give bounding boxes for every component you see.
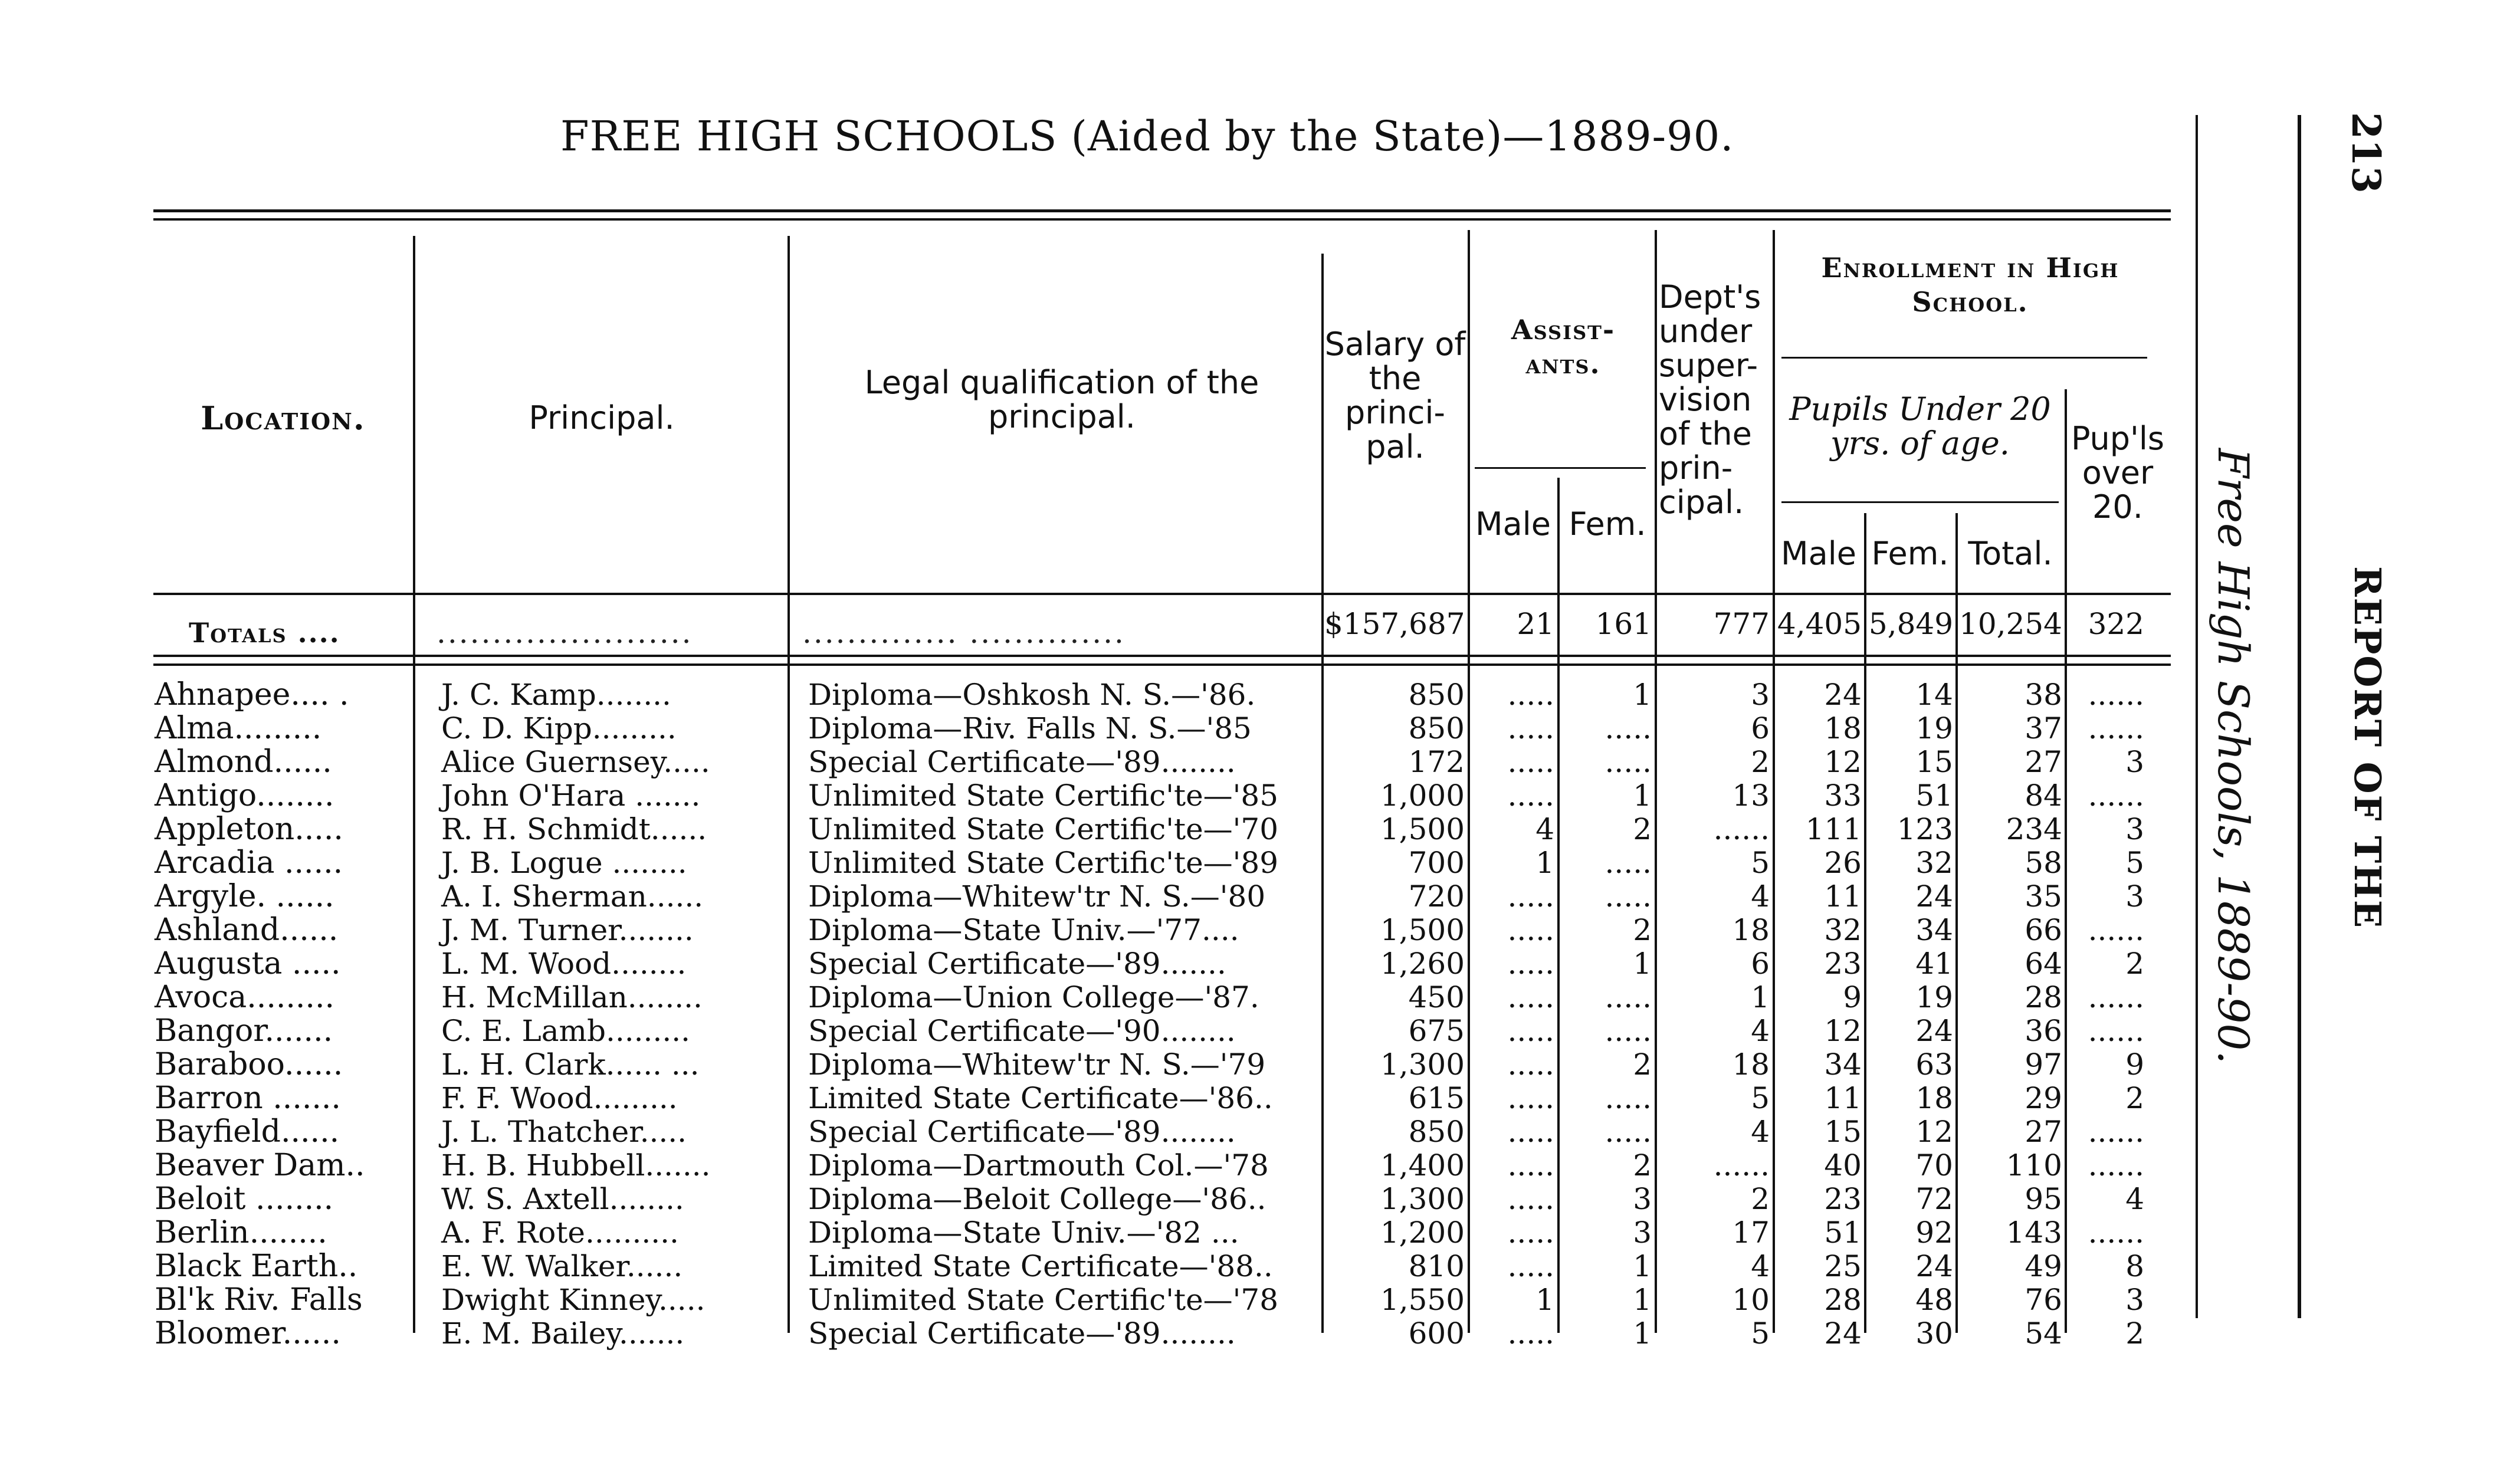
cell-total: 37 [2024, 711, 2062, 745]
cell-fem: 41 [1915, 947, 1953, 981]
top-rule-2 [153, 218, 2171, 221]
cell-principal: J. C. Kamp........ [441, 678, 671, 712]
totals-assist-fem: 161 [1595, 607, 1652, 641]
cell-assist-male: ..... [1507, 779, 1554, 813]
cell-over20: 3 [2125, 745, 2144, 779]
cell-total: 76 [2024, 1283, 2062, 1317]
cell-total: 95 [2024, 1182, 2062, 1216]
cell-fem: 34 [1915, 913, 1953, 947]
cell-depts: 2 [1751, 1182, 1770, 1216]
cell-assist-fem: ..... [1604, 1081, 1652, 1115]
cell-location: Bayfield...... [155, 1114, 340, 1149]
cell-qualification: Diploma—Beloit College—'86.. [808, 1182, 1266, 1216]
cell-over20: 2 [2125, 1316, 2144, 1351]
cell-assist-fem: ..... [1604, 1014, 1652, 1048]
cell-over20: 3 [2125, 879, 2144, 914]
cell-assist-male: ..... [1507, 879, 1554, 914]
cell-assist-male: ..... [1507, 1081, 1554, 1115]
right-border-line [2196, 115, 2198, 1318]
cell-over20: 2 [2125, 947, 2144, 981]
cell-depts: 3 [1751, 678, 1770, 712]
cell-location: Almond...... [155, 744, 332, 780]
cell-fem: 15 [1915, 745, 1953, 779]
cell-over20: 2 [2125, 1081, 2144, 1115]
cell-male: 11 [1824, 879, 1862, 914]
cell-total: 234 [2006, 812, 2062, 846]
cell-salary: 450 [1408, 980, 1465, 1014]
totals-label: Totals .... [189, 617, 340, 649]
cell-principal: C. E. Lamb......... [441, 1014, 691, 1048]
cell-location: Argyle. ...... [155, 879, 334, 914]
cell-principal: R. H. Schmidt...... [441, 812, 707, 846]
cell-assist-male: ..... [1507, 1014, 1554, 1048]
cell-male: 23 [1824, 1182, 1862, 1216]
cell-salary: 1,000 [1380, 779, 1465, 813]
cell-over20: ...... [2088, 711, 2144, 745]
cell-location: Antigo........ [155, 778, 334, 813]
cell-depts: 4 [1751, 1115, 1770, 1149]
cell-salary: 850 [1408, 1115, 1465, 1149]
header-assist-fem: Fem. [1569, 505, 1646, 543]
cell-male: 18 [1824, 711, 1862, 745]
col-line-1 [413, 236, 415, 1333]
totals-depts: 777 [1713, 607, 1770, 641]
cell-over20: ...... [2088, 678, 2144, 712]
cell-salary: 1,500 [1380, 913, 1465, 947]
cell-location: Barron ....... [155, 1080, 341, 1116]
cell-depts: 2 [1751, 745, 1770, 779]
cell-salary: 1,500 [1380, 812, 1465, 846]
cell-salary: 850 [1408, 711, 1465, 745]
cell-depts: 6 [1751, 711, 1770, 745]
cell-assist-fem: 1 [1633, 779, 1652, 813]
cell-salary: 810 [1408, 1249, 1465, 1283]
totals-over20: 322 [2088, 607, 2144, 641]
assistants-underline [1475, 467, 1646, 469]
cell-qualification: Diploma—Whitew'tr N. S.—'79 [808, 1047, 1266, 1082]
cell-depts: 1 [1751, 980, 1770, 1014]
cell-assist-male: 1 [1535, 1283, 1554, 1317]
col-line-2 [788, 236, 790, 1333]
cell-assist-fem: ..... [1604, 711, 1652, 745]
cell-principal: J. M. Turner........ [441, 913, 694, 947]
cell-depts: 4 [1751, 879, 1770, 914]
cell-qualification: Special Certificate—'89........ [808, 745, 1236, 779]
cell-location: Alma......... [155, 711, 322, 746]
cell-qualification: Diploma—Union College—'87. [808, 980, 1259, 1014]
cell-principal: C. D. Kipp......... [441, 711, 677, 745]
enrollment-underline [1781, 357, 2147, 359]
cell-principal: Dwight Kinney..... [441, 1283, 706, 1317]
cell-assist-fem: 1 [1633, 1316, 1652, 1351]
cell-qualification: Diploma—Whitew'tr N. S.—'80 [808, 879, 1266, 914]
cell-location: Appleton..... [155, 812, 343, 847]
cell-total: 97 [2024, 1047, 2062, 1082]
cell-assist-fem: 2 [1633, 913, 1652, 947]
cell-salary: 1,550 [1380, 1283, 1465, 1317]
header-location: Location. [201, 399, 366, 437]
cell-location: Berlin........ [155, 1215, 327, 1250]
cell-qualification: Diploma—Oshkosh N. S.—'86. [808, 678, 1256, 712]
cell-total: 64 [2024, 947, 2062, 981]
cell-fem: 92 [1915, 1216, 1953, 1250]
cell-salary: 1,300 [1380, 1047, 1465, 1082]
header-bottom-rule [153, 593, 2171, 595]
cell-male: 51 [1824, 1216, 1862, 1250]
cell-over20: ...... [2088, 1014, 2144, 1048]
cell-male: 23 [1824, 947, 1862, 981]
cell-over20: ...... [2088, 1216, 2144, 1250]
cell-depts: 5 [1751, 846, 1770, 880]
cell-assist-fem: 2 [1633, 812, 1652, 846]
cell-qualification: Special Certificate—'90........ [808, 1014, 1236, 1048]
cell-over20: 5 [2125, 846, 2144, 880]
cell-qualification: Diploma—State Univ.—'82 ... [808, 1216, 1239, 1250]
cell-over20: ...... [2088, 1148, 2144, 1182]
cell-salary: 850 [1408, 678, 1465, 712]
totals-male: 4,405 [1777, 607, 1862, 641]
cell-depts: 13 [1732, 779, 1770, 813]
cell-assist-fem: 1 [1633, 947, 1652, 981]
cell-assist-male: ..... [1507, 1249, 1554, 1283]
cell-over20: 3 [2125, 1283, 2144, 1317]
cell-qualification: Special Certificate—'89........ [808, 1316, 1236, 1351]
header-assistants: Assist- ants. [1511, 314, 1616, 380]
page-number: 213 [2343, 112, 2389, 193]
cell-assist-male: 4 [1535, 812, 1554, 846]
cell-salary: 1,400 [1380, 1148, 1465, 1182]
cell-total: 27 [2024, 745, 2062, 779]
cell-qualification: Unlimited State Certific'te—'89 [808, 846, 1279, 880]
totals-principal-dots: ....................... [437, 616, 693, 650]
cell-total: 28 [2024, 980, 2062, 1014]
cell-principal: F. F. Wood......... [441, 1081, 678, 1115]
cell-depts: 18 [1732, 913, 1770, 947]
under20-underline [1781, 501, 2059, 503]
cell-male: 34 [1824, 1047, 1862, 1082]
cell-location: Bloomer...... [155, 1316, 341, 1351]
cell-principal: Alice Guernsey..... [441, 745, 710, 779]
cell-location: Bl'k Riv. Falls [155, 1282, 363, 1318]
top-rule [153, 209, 2171, 212]
cell-qualification: Unlimited State Certific'te—'85 [808, 779, 1279, 813]
cell-principal: J. L. Thatcher..... [441, 1115, 687, 1149]
cell-total: 110 [2006, 1148, 2062, 1182]
running-head-middle: Free High Schools, 1889-90. [2209, 448, 2258, 1065]
col-line-3 [1321, 254, 1324, 1333]
cell-total: 36 [2024, 1014, 2062, 1048]
running-head-right: REPORT OF THE [2346, 566, 2389, 929]
col-line-10 [2065, 389, 2067, 1333]
cell-location: Avoca......... [155, 980, 335, 1015]
cell-depts: 18 [1732, 1047, 1770, 1082]
cell-assist-male: ..... [1507, 1047, 1554, 1082]
cell-male: 15 [1824, 1115, 1862, 1149]
cell-qualification: Limited State Certificate—'88.. [808, 1249, 1273, 1283]
header-enrollment: Enrollment in High School. [1821, 252, 2119, 318]
cell-qualification: Diploma—Dartmouth Col.—'78 [808, 1148, 1269, 1182]
cell-salary: 675 [1408, 1014, 1465, 1048]
cell-fem: 12 [1915, 1115, 1953, 1149]
cell-male: 9 [1843, 980, 1862, 1014]
cell-assist-fem: 1 [1633, 678, 1652, 712]
cell-qualification: Limited State Certificate—'86.. [808, 1081, 1273, 1115]
cell-assist-fem: 1 [1633, 1283, 1652, 1317]
cell-salary: 1,200 [1380, 1216, 1465, 1250]
cell-male: 24 [1824, 678, 1862, 712]
cell-fem: 18 [1915, 1081, 1953, 1115]
cell-over20: ...... [2088, 980, 2144, 1014]
cell-salary: 720 [1408, 879, 1465, 914]
header-en-fem: Fem. [1871, 535, 1949, 572]
cell-male: 24 [1824, 1316, 1862, 1351]
cell-principal: A. I. Sherman...... [441, 879, 704, 914]
cell-over20: ...... [2088, 913, 2144, 947]
cell-depts: 17 [1732, 1216, 1770, 1250]
cell-depts: 10 [1732, 1283, 1770, 1317]
cell-fem: 24 [1915, 879, 1953, 914]
cell-location: Arcadia ...... [155, 845, 343, 881]
cell-total: 35 [2024, 879, 2062, 914]
col-line-6 [1655, 230, 1657, 1333]
cell-total: 58 [2024, 846, 2062, 880]
cell-over20: 8 [2125, 1249, 2144, 1283]
cell-depts: 5 [1751, 1316, 1770, 1351]
totals-total: 10,254 [1959, 607, 2062, 641]
cell-assist-fem: ..... [1604, 846, 1652, 880]
cell-principal: L. H. Clark...... ... [441, 1047, 700, 1082]
header-assist-male: Male [1475, 505, 1551, 543]
cell-male: 26 [1824, 846, 1862, 880]
totals-assist-male: 21 [1517, 607, 1554, 641]
cell-male: 40 [1824, 1148, 1862, 1182]
totals-qual-dots: .............. .............. [802, 616, 1126, 650]
cell-assist-male: ..... [1507, 711, 1554, 745]
cell-total: 27 [2024, 1115, 2062, 1149]
cell-assist-male: ..... [1507, 947, 1554, 981]
cell-depts: 4 [1751, 1014, 1770, 1048]
cell-location: Bangor....... [155, 1013, 333, 1049]
header-qualification: Legal qualification of the principal. [864, 364, 1259, 435]
cell-total: 66 [2024, 913, 2062, 947]
cell-assist-fem: 1 [1633, 1249, 1652, 1283]
cell-assist-male: ..... [1507, 1148, 1554, 1182]
cell-male: 32 [1824, 913, 1862, 947]
cell-principal: A. F. Rote.......... [441, 1216, 679, 1250]
cell-fem: 48 [1915, 1283, 1953, 1317]
cell-salary: 1,260 [1380, 947, 1465, 981]
cell-over20: ...... [2088, 779, 2144, 813]
cell-fem: 72 [1915, 1182, 1953, 1216]
cell-qualification: Unlimited State Certific'te—'78 [808, 1283, 1279, 1317]
cell-assist-fem: ..... [1604, 980, 1652, 1014]
cell-location: Baraboo...... [155, 1047, 343, 1082]
col-line-4 [1468, 230, 1470, 1333]
cell-qualification: Unlimited State Certific'te—'70 [808, 812, 1279, 846]
totals-salary: $157,687 [1324, 607, 1465, 641]
cell-location: Augusta ..... [155, 946, 341, 981]
cell-fem: 19 [1915, 980, 1953, 1014]
cell-assist-male: ..... [1507, 913, 1554, 947]
cell-fem: 70 [1915, 1148, 1953, 1182]
header-salary: Salary of the princi- pal. [1324, 326, 1466, 465]
cell-assist-fem: 3 [1633, 1216, 1652, 1250]
header-en-male: Male [1781, 535, 1856, 572]
cell-qualification: Special Certificate—'89........ [808, 1115, 1236, 1149]
header-principal: Principal. [529, 399, 675, 436]
header-en-total: Total. [1968, 535, 2053, 572]
cell-qualification: Special Certificate—'89....... [808, 947, 1226, 981]
cell-location: Ahnapee.... . [155, 677, 349, 712]
cell-principal: E. M. Bailey....... [441, 1316, 685, 1351]
cell-fem: 30 [1915, 1316, 1953, 1351]
far-right-line [2298, 115, 2301, 1318]
cell-assist-male: ..... [1507, 1316, 1554, 1351]
cell-location: Beaver Dam.. [155, 1148, 365, 1183]
cell-over20: ...... [2088, 1115, 2144, 1149]
page-title: FREE HIGH SCHOOLS (Aided by the State)—1889-90. [560, 112, 1734, 160]
cell-assist-fem: 3 [1633, 1182, 1652, 1216]
cell-assist-fem: 2 [1633, 1148, 1652, 1182]
cell-principal: L. M. Wood........ [441, 947, 687, 981]
totals-bottom-rule [153, 655, 2171, 657]
cell-total: 38 [2024, 678, 2062, 712]
cell-salary: 1,300 [1380, 1182, 1465, 1216]
cell-male: 28 [1824, 1283, 1862, 1317]
cell-assist-fem: ..... [1604, 745, 1652, 779]
cell-salary: 600 [1408, 1316, 1465, 1351]
cell-location: Beloit ........ [155, 1181, 334, 1217]
cell-fem: 14 [1915, 678, 1953, 712]
cell-male: 12 [1824, 1014, 1862, 1048]
cell-principal: E. W. Walker...... [441, 1249, 683, 1283]
cell-location: Ashland...... [155, 912, 339, 948]
cell-over20: 3 [2125, 812, 2144, 846]
cell-principal: W. S. Axtell........ [441, 1182, 684, 1216]
header-over20: Pup'ls over 20. [2071, 420, 2165, 525]
cell-male: 11 [1824, 1081, 1862, 1115]
cell-assist-fem: ..... [1604, 879, 1652, 914]
cell-salary: 700 [1408, 846, 1465, 880]
cell-principal: H. B. Hubbell....... [441, 1148, 711, 1182]
cell-depts: ...... [1713, 1148, 1770, 1182]
totals-bottom-rule-2 [153, 663, 2171, 666]
cell-depts: 6 [1751, 947, 1770, 981]
cell-fem: 19 [1915, 711, 1953, 745]
totals-fem: 5,849 [1868, 607, 1953, 641]
cell-over20: 9 [2125, 1047, 2144, 1082]
cell-assist-fem: ..... [1604, 1115, 1652, 1149]
cell-total: 143 [2006, 1216, 2062, 1250]
cell-salary: 615 [1408, 1081, 1465, 1115]
cell-total: 54 [2024, 1316, 2062, 1351]
cell-total: 84 [2024, 779, 2062, 813]
cell-principal: J. B. Logue ........ [441, 846, 687, 880]
header-under20: Pupils Under 20 yrs. of age. [1789, 390, 2051, 462]
cell-qualification: Diploma—State Univ.—'77.... [808, 913, 1239, 947]
cell-salary: 172 [1408, 745, 1465, 779]
cell-location: Black Earth.. [155, 1249, 358, 1284]
cell-assist-male: ..... [1507, 678, 1554, 712]
header-depts: Dept's under super- vision of the prin- cipal. [1659, 278, 1761, 521]
cell-male: 111 [1805, 812, 1862, 846]
cell-fem: 24 [1915, 1014, 1953, 1048]
cell-qualification: Diploma—Riv. Falls N. S.—'85 [808, 711, 1252, 745]
cell-over20: 4 [2125, 1182, 2144, 1216]
cell-fem: 123 [1896, 812, 1953, 846]
cell-total: 49 [2024, 1249, 2062, 1283]
cell-assist-male: 1 [1535, 846, 1554, 880]
cell-male: 12 [1824, 745, 1862, 779]
cell-principal: H. McMillan........ [441, 980, 703, 1014]
cell-total: 29 [2024, 1081, 2062, 1115]
cell-depts: ...... [1713, 812, 1770, 846]
cell-fem: 51 [1915, 779, 1953, 813]
cell-fem: 24 [1915, 1249, 1953, 1283]
cell-male: 25 [1824, 1249, 1862, 1283]
cell-assist-male: ..... [1507, 745, 1554, 779]
cell-depts: 4 [1751, 1249, 1770, 1283]
cell-principal: John O'Hara ....... [441, 779, 701, 813]
cell-depts: 5 [1751, 1081, 1770, 1115]
col-line-5 [1557, 478, 1560, 1333]
cell-male: 33 [1824, 779, 1862, 813]
cell-fem: 63 [1915, 1047, 1953, 1082]
cell-assist-fem: 2 [1633, 1047, 1652, 1082]
cell-assist-male: ..... [1507, 1182, 1554, 1216]
cell-assist-male: ..... [1507, 1115, 1554, 1149]
cell-assist-male: ..... [1507, 1216, 1554, 1250]
cell-fem: 32 [1915, 846, 1953, 880]
cell-assist-male: ..... [1507, 980, 1554, 1014]
